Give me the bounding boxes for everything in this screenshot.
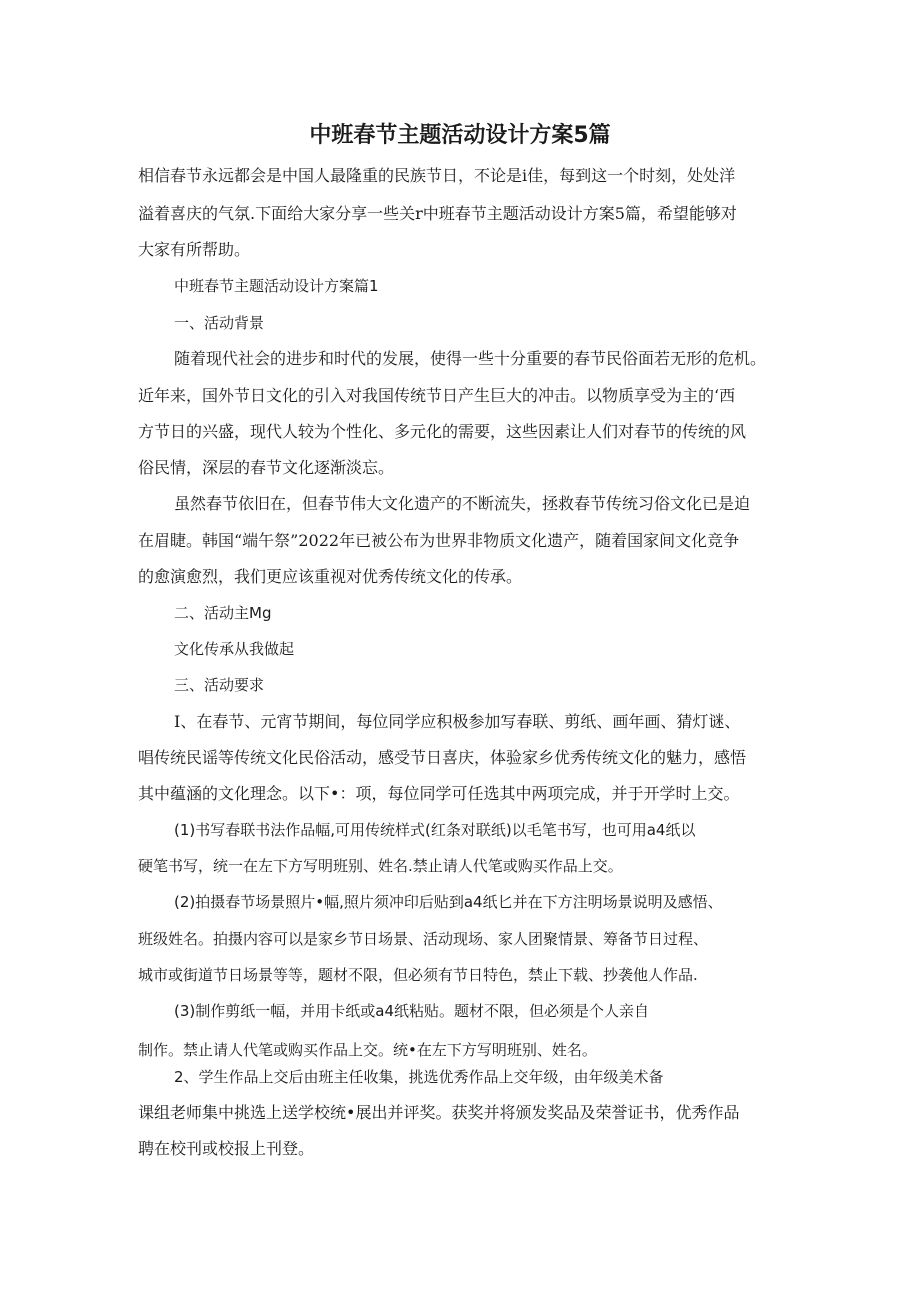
paragraph-line: 其中蕴涵的文化理念。以下•：项，每位同学可任选其中两项完成，并于开学时上交。 [138, 784, 740, 803]
paragraph-line: 随着现代社会的进步和时代的发展，使得一些十分重要的春节民俗面若无形的危机。 [174, 349, 767, 368]
paragraph-line: I、在春节、元宵节期间，每位同学应积极参加写春联、剪纸、画年画、猜灯谜、 [174, 712, 741, 731]
paragraph-line: 制作。禁止请人代笔或购买作品上交。统•在左下方写明班别、姓名。 [138, 1041, 597, 1059]
paragraph-line: 近年来，国外节日文化的引入对我国传统节日产生巨大的冲击。以物质享受为主的‘西 [138, 386, 736, 405]
intro-line-3: 大家有所帮助。 [138, 240, 251, 259]
paragraph-line: 硬笔书写，统一在左下方写明班别、姓名.禁止请人代笔或购买作品上交。 [138, 857, 623, 875]
paragraph-line: 方节日的兴盛，现代人较为个性化、多元化的需要，这些因素让人们对春节的传统的风 [138, 422, 747, 441]
document-title: 中班春节主题活动设计方案5篇 [309, 123, 611, 148]
paragraph-line: (3)制作剪纸一幅，并用卡纸或a4纸粘贴。题材不限，但必须是个人亲自 [174, 1002, 649, 1020]
heading-background: 一、活动背景 [174, 314, 265, 332]
paragraph-line: 唱传统民谣等传统文化民俗活动，感受节日喜庆，体验家乡优秀传统文化的魅力，感悟 [138, 748, 747, 767]
paragraph-line: (2)拍摄春节场景照片•幅,照片须冲印后贴到a4纸匕并在下方注明场景说明及感悟、 [174, 893, 723, 911]
section-heading-article-1: 中班春节主题活动设计方案篇1 [174, 277, 379, 295]
paragraph-line: 2、学生作品上交后由班主任收集，挑选优秀作品上交年级，由年级美术备 [174, 1068, 664, 1086]
paragraph-line: 课组老师集中挑选上送学校统•展出并评奖。获奖并将颁发奖品及荣誉证书，优秀作品 [138, 1103, 740, 1122]
paragraph-line: 班级姓名。拍摄内容可以是家乡节日场景、活动现场、家人团聚情景、筹备节日过程、 [138, 930, 709, 948]
theme-text: 文化传承从我做起 [174, 640, 295, 658]
intro-line-2: 溢着喜庆的气氛.下面给大家分享一些关r中班春节主题活动设计方案5篇，希望能够对 [138, 204, 737, 223]
paragraph-line: 俗民情，深层的春节文化逐渐淡忘。 [138, 458, 395, 477]
heading-theme: 二、活动主Mg [174, 604, 272, 622]
intro-line-1: 相信春节永远都会是中国人最隆重的民族节日，不论是i佳，每到这一个时刻，处处洋 [138, 166, 736, 185]
paragraph-line: 虽然春节依旧在，但春节伟大文化遗产的不断流失，拯救春节传统习俗文化已是迫 [174, 494, 751, 513]
heading-requirements: 三、活动要求 [174, 676, 265, 694]
paragraph-line: 在眉睫。韩国“端午祭”2022年已被公布为世界非物质文化遗产，随着国家间文化竞争 [138, 531, 740, 550]
paragraph-line: 聘在校刊或校报上刊登。 [138, 1139, 315, 1158]
paragraph-line: 的愈演愈烈，我们更应该重视对优秀传统文化的传承。 [138, 567, 523, 586]
paragraph-line: (1)书写春联书法作品幅,可用传统样式(红条对联纸)以毛笔书写，也可用a4纸以 [174, 821, 696, 839]
paragraph-line: 城市或街道节日场景等等，题材不限，但必须有节日特色，禁止下载、抄袭他人作品. [138, 966, 698, 984]
